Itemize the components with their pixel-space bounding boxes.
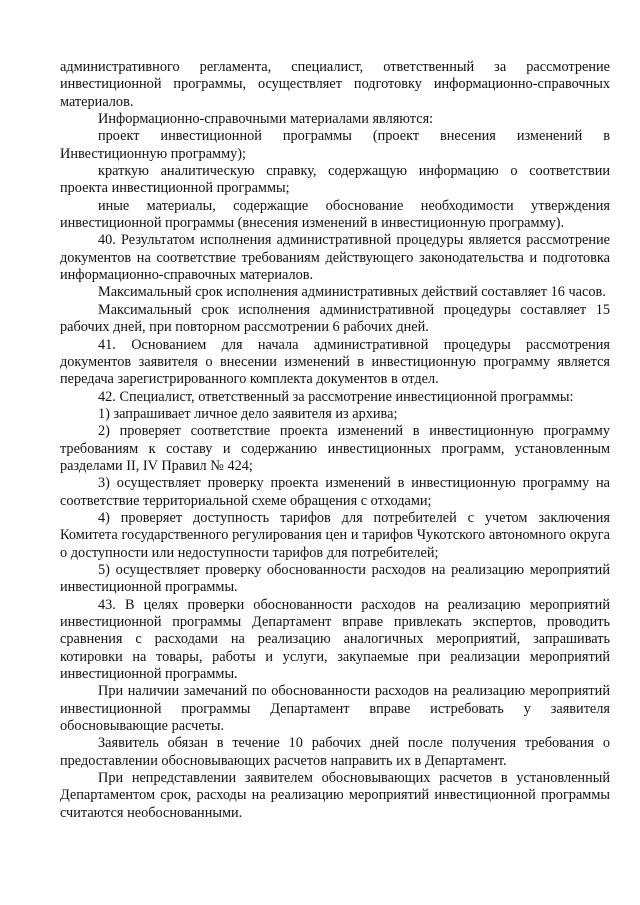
paragraph-clause-41: 41. Основанием для начала административной процедуры рассмотрения документов заявителя о внесении изменений в инвестиционную программу является передача зарегистрированного комплекта документов в отдел. bbox=[60, 336, 610, 388]
paragraph-clause-42-item-3: 3) осуществляет проверку проекта изменений в инвестиционную программу на соответствие территориальной схеме обращения с отходами; bbox=[60, 475, 610, 509]
paragraph-materials-item-1: проект инвестиционной программы (проект внесения изменений в Инвестиционную программу); bbox=[60, 128, 610, 162]
paragraph-clause-42-item-4: 4) проверяет доступность тарифов для потребителей с учетом заключения Комитета государственного регулирования цен и тарифов Чукотского автономного округа о доступности или недоступности тарифов для потребителей; bbox=[60, 509, 610, 561]
paragraph-materials-intro: Информационно-справочными материалами являются: bbox=[98, 111, 434, 128]
paragraph-materials-item-2: краткую аналитическую справку, содержащую информацию о соответствии проекта инвестиционной программы; bbox=[60, 163, 610, 197]
document-page bbox=[60, 59, 610, 822]
paragraph-clause-42: 42. Специалист, ответственный за рассмотрение инвестиционной программы: bbox=[98, 388, 574, 405]
paragraph-clause-40: 40. Результатом исполнения административной процедуры является рассмотрение документов на соответствие требованиям действующего законодательства и подготовка информационно-справочных материалов. bbox=[60, 232, 610, 284]
paragraph-materials-item-3: иные материалы, содержащие обоснование необходимости утверждения инвестиционной программы (внесения изменений в инвестиционную программу). bbox=[60, 197, 610, 232]
paragraph-clause-42-item-1: 1) запрашивает личное дело заявителя из архива; bbox=[98, 405, 398, 422]
paragraph-non-submission: При непредставлении заявителем обосновывающих расчетов в установленный Департаментом срок, расходы на реализацию мероприятий инвестиционной программы считаются необоснованными. bbox=[60, 770, 610, 821]
paragraph-clause-43: 43. В целях проверки обоснованности расходов на реализацию мероприятий инвестиционной программы Департамент вправе привлекать экспертов, проводить сравнения с расходами на реализацию аналогичных мероприятий, запрашивать котировки на товары, работы и услуги, закупаемые при реализации мероприятий инвестиционной программы. bbox=[60, 596, 610, 683]
paragraph-remarks: При наличии замечаний по обоснованности расходов на реализацию мероприятий инвестиционной программы Департамент вправе истребовать у заявителя обосновывающие расчеты. bbox=[60, 683, 610, 735]
paragraph-deadline-actions: Максимальный срок исполнения административных действий составляет 16 часов. bbox=[98, 284, 606, 301]
paragraph-continuation: административного регламента, специалист, ответственный за рассмотрение инвестиционной программы, осуществляет подготовку информационно-справочных материалов. bbox=[60, 59, 610, 110]
paragraph-deadline-procedure: Максимальный срок исполнения административной процедуры составляет 15 рабочих дней, при повторном рассмотрении 6 рабочих дней. bbox=[60, 301, 610, 336]
paragraph-clause-42-item-2: 2) проверяет соответствие проекта изменений в инвестиционную программу требованиям к составу и содержанию инвестиционных программ, установленным разделами II, IV Правил № 424; bbox=[60, 423, 610, 474]
paragraph-applicant-obligation: Заявитель обязан в течение 10 рабочих дней после получения требования о предоставлении обосновывающих расчетов направить их в Департамент. bbox=[60, 735, 610, 769]
paragraph-clause-42-item-5: 5) осуществляет проверку обоснованности расходов на реализацию мероприятий инвестиционной программы. bbox=[60, 561, 610, 596]
